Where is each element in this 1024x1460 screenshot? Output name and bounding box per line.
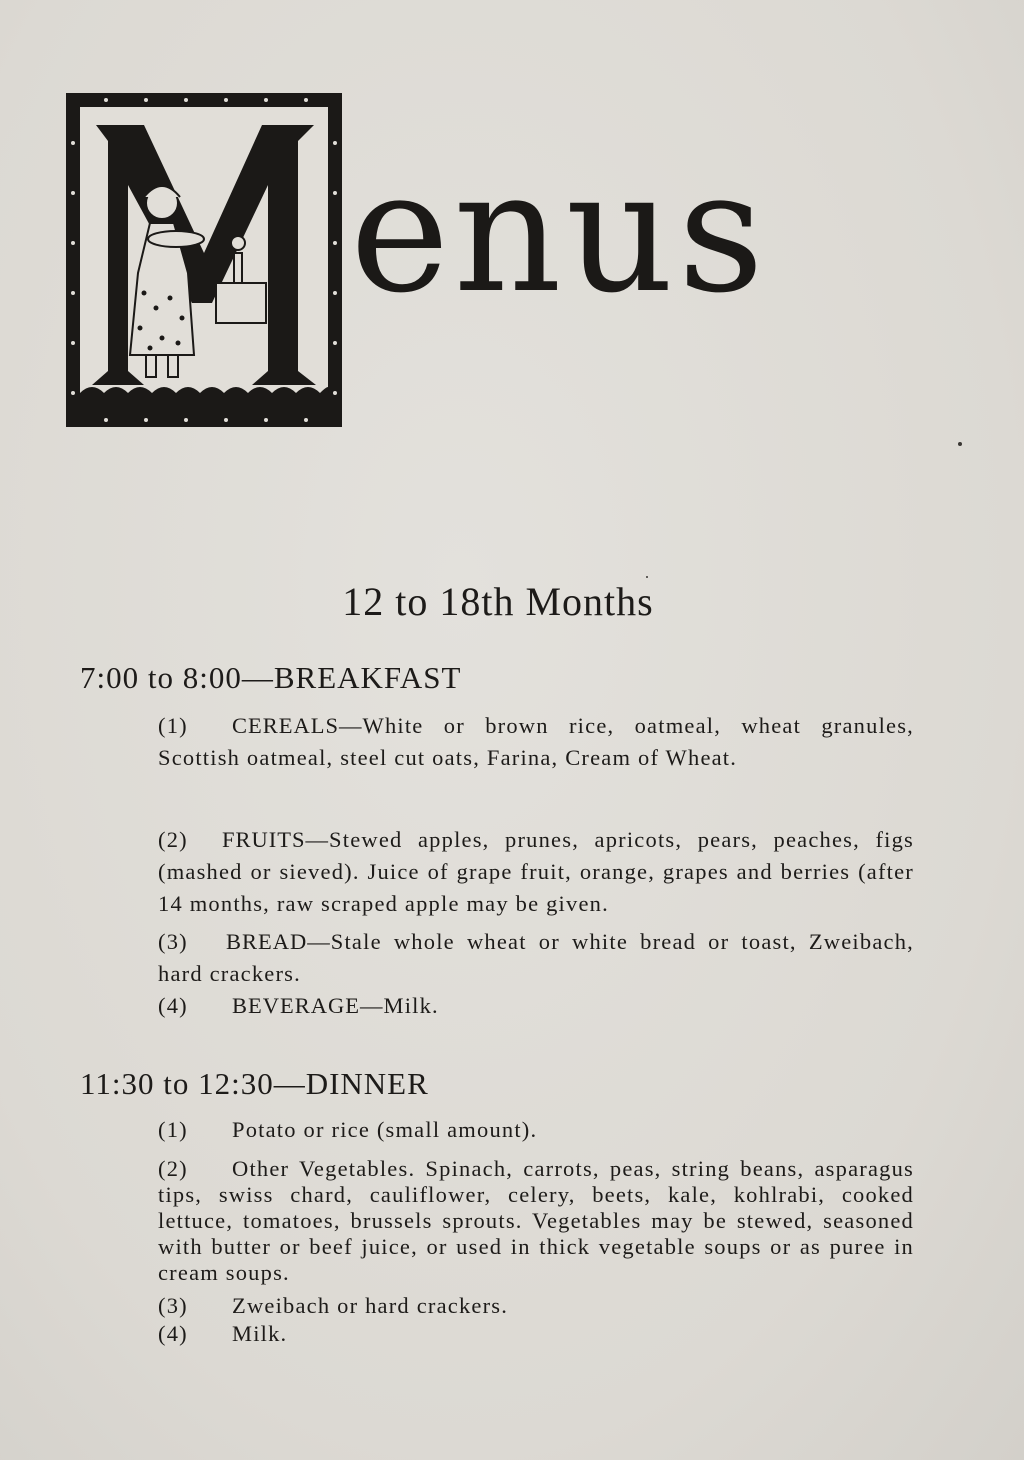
item-text: Milk. xyxy=(383,993,439,1018)
item-text: White or brown rice, oatmeal, wheat granules, Scottish oatmeal, steel cut oats, Farina, Cream of Wheat. xyxy=(158,713,914,770)
item-number: (4) xyxy=(158,1321,188,1346)
item-number: (2) xyxy=(158,1156,188,1181)
menu-item xyxy=(158,1318,914,1350)
item-text: Potato or rice (small amount). xyxy=(232,1117,538,1142)
item-number: (1) xyxy=(158,713,188,738)
paper-speck xyxy=(646,576,648,578)
item-number: (2) xyxy=(158,827,188,852)
drop-cap-m-icon xyxy=(66,93,342,427)
item-text: Milk. xyxy=(232,1321,288,1346)
menu-item xyxy=(158,710,914,774)
item-text: Stewed apples, prunes, apricots, pears, peaches, figs (mashed or sieved). Juice of grape fruit, orange, grapes and berries (after 14 months, raw scraped apple may be given. xyxy=(158,827,914,916)
page-title: enus xyxy=(350,134,769,330)
item-number: (3) xyxy=(158,1293,188,1318)
menu-item xyxy=(158,1156,914,1286)
item-number: (4) xyxy=(158,993,188,1018)
item-category: BREAD— xyxy=(226,929,331,954)
item-text: Zweibach or hard crackers. xyxy=(232,1293,509,1318)
meal-heading-breakfast: 7:00 to 8:00—BREAKFAST xyxy=(80,660,462,695)
paper-speck xyxy=(958,442,962,446)
menu-item xyxy=(158,926,914,990)
section-subtitle: 12 to 18th Months xyxy=(342,579,654,624)
item-text: Stale whole wheat or white bread or toast, Zweibach, hard crackers. xyxy=(158,929,914,986)
menu-item xyxy=(158,1114,914,1146)
item-number: (3) xyxy=(158,929,188,954)
drop-cap-illustration xyxy=(66,93,342,427)
item-number: (1) xyxy=(158,1117,188,1142)
menu-item xyxy=(158,990,914,1022)
item-text: Other Vegetables. Spinach, carrots, peas, string beans, asparagus tips, swiss chard, cauliflower, celery, beets, kale, kohlrabi, cooked lettuce, tomatoes, brussels sprouts. Vegetables may be stewed, seasoned with butter or beef juice, or used in thick vegetable soups or as puree in cream soups. xyxy=(158,1156,914,1285)
item-category: FRUITS— xyxy=(222,827,330,852)
item-category: BEVERAGE— xyxy=(232,993,384,1018)
meal-heading-dinner: 11:30 to 12:30—DINNER xyxy=(80,1066,429,1101)
item-category: CEREALS— xyxy=(232,713,363,738)
menu-item xyxy=(158,824,914,920)
